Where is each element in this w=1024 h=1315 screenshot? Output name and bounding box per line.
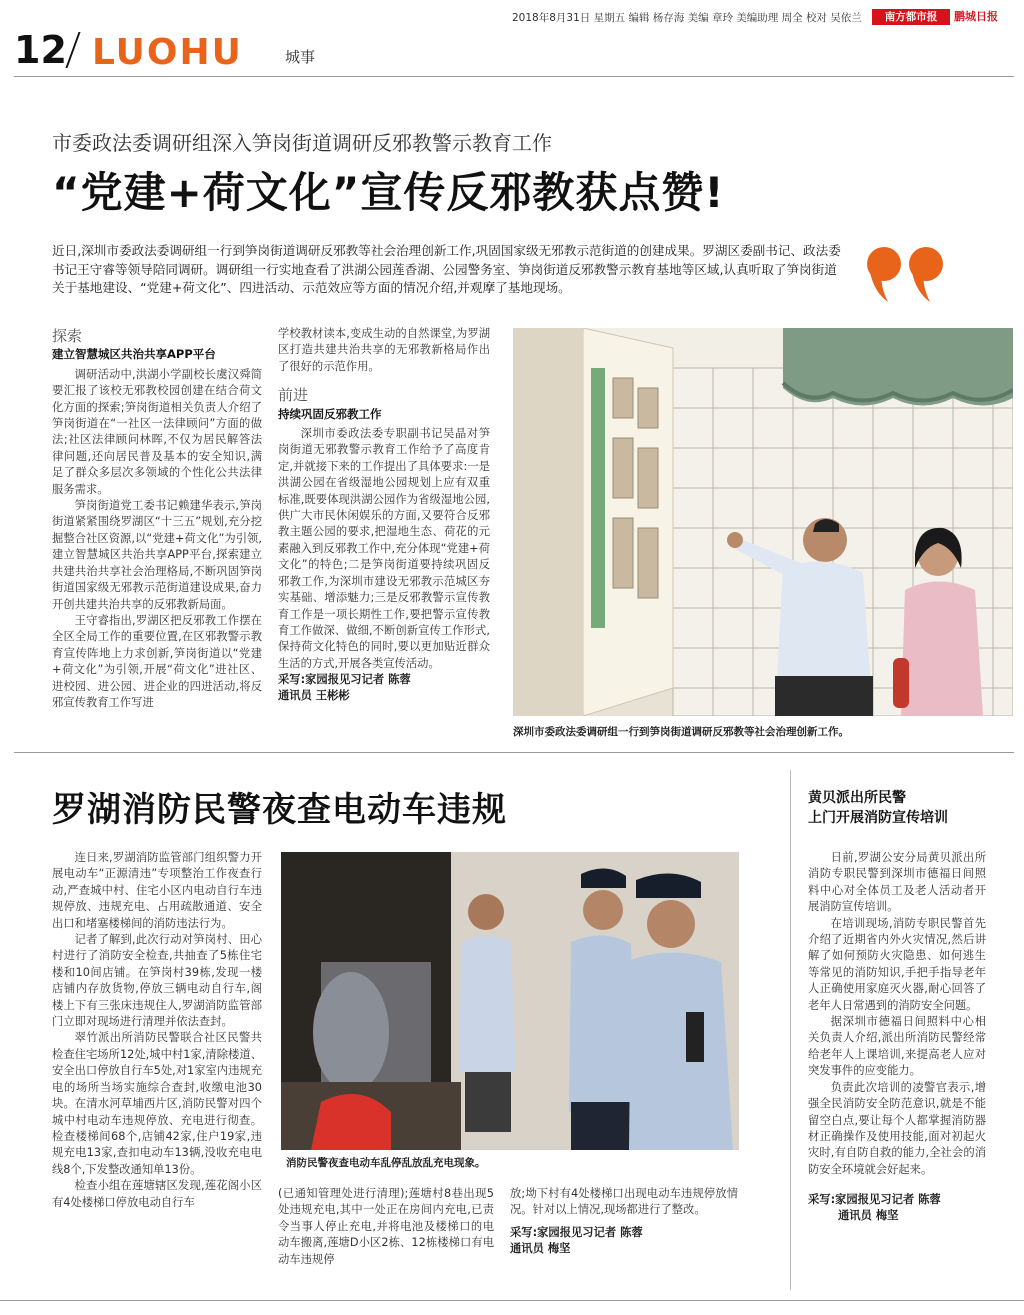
footer-rule bbox=[0, 1300, 1024, 1301]
article2-paragraph: 翠竹派出所消防民警联合社区民警共检查住宅场所12处,城中村1家,清除楼道、安全出口停放自行车5处,对1家室内违规充电的场所当场实施综合查封,收缴电池30块。在清水河草埔西片区,消防民警对四个城中村电动车违规停放、充电进行彻查。检查楼梯间68个,店铺42家,住户19家,违规充电13家,查扣电动车13辆,没收充电电线8个,下发整改通知单13份。 bbox=[52, 1031, 263, 1176]
article2-column-2 bbox=[278, 1186, 494, 1268]
article1-paragraph: 王守睿指出,罗湖区把反邪教工作摆在全区全局工作的重要位置,在区邪教警示教育宣传阵地上力求创新,笋岗街道以“党建+荷文化”为引领,开展“荷文化”进社区、进校园、进公园、进企业的四进活动,将反邪宣传教育工作写进 bbox=[52, 613, 262, 709]
quote-mark-icon bbox=[862, 244, 952, 304]
article3-paragraph: 在培训现场,消防专职民警首先介绍了近期省内外火灾情况,然后讲解了如何预防火灾隐患、如何逃生等常见的消防知识,手把手指导老年人正确使用家庭灭火器,耐心回答了老年人日常遇到的消防安全问题。 bbox=[808, 916, 986, 1012]
article2-paragraph: 放;坳下村有4处楼梯口出现电动车违规停放情况。针对以上情况,现场都进行了整改。 bbox=[510, 1187, 738, 1217]
article1-paragraph: 调研活动中,洪湖小学副校长虞汉舜简要汇报了该校无邪教校园创建在结合荷文化方面的探索;笋岗街道相关负责人介绍了笋岗街道在“一社区一法律顾问”方面的做法;社区法律顾问林晖,不仅为居民解答法律问题,还向居民普及基本的安全知识,满足了群众多层次多领域的个性化公共法律服务需求。 bbox=[52, 367, 262, 496]
section-title: LUOHU bbox=[92, 32, 243, 73]
page-slash-divider bbox=[65, 32, 80, 68]
article1-subhead-forward-sub: 持续巩固反邪教工作 bbox=[278, 406, 382, 421]
article3-byline-correspondent: 通讯员 梅坚 bbox=[838, 1209, 899, 1223]
article2-paragraph: 记者了解到,此次行动对笋岗村、田心村进行了消防安全检查,共抽查了5栋住宅楼和10间店铺。在笋岗村39栋,发现一楼店铺内存放货物,停放三辆电动自行车,阁楼上下有三张床违规住人,罗湖消防监管部门立即对现场进行清理并依法查封。 bbox=[52, 933, 262, 1029]
header-rule bbox=[14, 76, 1014, 77]
article1-lead: 近日,深圳市委政法委调研组一行到笋岗街道调研反邪教等社会治理创新工作,巩固国家级无邪教示范街道的创建成果。罗湖区委副书记、政法委书记王守睿等领导陪同调研。调研组一行实地查看了洪湖公园莲香湖、公园警务室、笋岗街道反邪教警示教育基地等区域,认真听取了笋岗街道关于基地建设、“党建+荷文化”、四进活动、示范效应等方面的情况介绍,并观摩了基地现场。 bbox=[52, 243, 841, 295]
article2-column-3 bbox=[510, 1186, 738, 1257]
article1-kicker: 市委政法委调研组深入笋岗街道调研反邪教警示教育工作 bbox=[52, 131, 552, 155]
article2-paragraph: 连日来,罗湖消防监管部门组织警力开展电动车“正源清违”专项整治工作夜查行动,严查城中村、住宅小区内电动自行车违规停放、违规充电、占用疏散通道、安全出口和堵塞楼梯间的消防违法行为。 bbox=[52, 851, 262, 930]
brand-logo-main: 南方都市报 bbox=[872, 9, 950, 25]
article2-photo bbox=[281, 852, 739, 1150]
article1-column-1 bbox=[52, 328, 262, 711]
article2-headline: 罗湖消防民警夜查电动车违规 bbox=[52, 790, 507, 830]
article1-subhead-explore-sub: 建立智慧城区共治共享APP平台 bbox=[52, 347, 216, 362]
article3-paragraph: 负责此次培训的凌警官表示,增强全民消防安全防范意识,就是不能留空白点,要让每个人都掌握消防器材正确操作及使用技能,面对初起火灾时,有自防自救的能力,全社会的消防安全环境就会好起来。 bbox=[808, 1080, 986, 1176]
article3-title-line2: 上门开展消防宣传培训 bbox=[808, 810, 948, 826]
article1-column-2 bbox=[278, 326, 490, 704]
article2-paragraph: (已通知管理处进行清理);莲塘村8巷出现5处违规充电,其中一处正在房间内充电,已责令当事人停止充电,并将电池及楼梯口的电动车搬离,莲塘D小区2栋、12栋楼梯口有电动车违规停 bbox=[278, 1187, 494, 1266]
article2-photo-caption: 消防民警夜查电动车乱停乱放乱充电现象。 bbox=[286, 1157, 486, 1169]
article2-byline-correspondent: 通讯员 梅坚 bbox=[510, 1241, 571, 1255]
article3-byline-reporter: 采写:家园报见习记者 陈蓉 bbox=[808, 1193, 941, 1207]
article1-headline: “党建+荷文化”宣传反邪教获点赞! bbox=[52, 168, 725, 217]
article2-column-1 bbox=[52, 850, 262, 1211]
article1-photo-caption: 深圳市委政法委调研组一行到笋岗街道调研反邪教等社会治理创新工作。 bbox=[513, 726, 849, 738]
sidebar-divider bbox=[790, 770, 791, 1290]
article1-subhead-forward: 前进 bbox=[278, 386, 309, 405]
article3-paragraph: 日前,罗湖公安分局黄贝派出所消防专职民警到深圳市德福日间照料中心对全体员工及老人活动者开展消防宣传培训。 bbox=[808, 851, 986, 914]
article2-byline-reporter: 采写:家园报见习记者 陈蓉 bbox=[510, 1225, 643, 1239]
article2-paragraph: 检查小组在莲塘辖区发现,莲花阁小区有4处楼梯口停放电动自行车 bbox=[52, 1179, 262, 1209]
article1-paragraph: 深圳市委政法委专职副书记吴晶对笋岗街道无邪教警示教育工作给予了高度肯定,并就接下来的工作提出了具体要求:一是洪湖公园在省级湿地公园规划上应有双重标准,既要体现洪湖公园作为省级湿地公园,供广大市民休闲娱乐的方面,又要符合反邪教主题公园的要求,把湿地生态、荷花的元素融入到反邪教工作中,充分体现“党建+荷文化”的特色;二是笋岗街道要持续巩固反邪教工作,为深圳市建设无邪教示范城区夯实基础、增添魅力;三是反邪教警示宣传教育工作是一项长期性工作,要把警示宣传教育工作做深、做细,不断创新宣传工作形式,保持荷文化特色的同时,要以更加贴近群众生活的方式,开展各类宣传活动。 bbox=[278, 427, 490, 670]
article1-byline-reporter: 采写:家园报见习记者 陈蓉 bbox=[278, 673, 411, 687]
article1-paragraph: 学校教材读本,变成生动的自然课堂,为罗湖区打造共建共治共享的无邪教新格局作出了很好的示范作用。 bbox=[278, 327, 490, 373]
article1-photo bbox=[513, 328, 1013, 716]
section-divider bbox=[14, 752, 1014, 753]
page-number: 12 bbox=[14, 28, 67, 72]
issue-meta: 2018年8月31日 星期五 编辑 杨存海 美编 章玲 美编助理 周全 校对 吴依兰 bbox=[512, 12, 862, 24]
section-subtitle: 城事 bbox=[285, 48, 316, 66]
article3-title-line1: 黄贝派出所民警 bbox=[808, 790, 906, 806]
brand-logo-sub: 鹏城日报 bbox=[954, 10, 998, 23]
newspaper-brand bbox=[872, 9, 1000, 25]
article1-byline-correspondent: 通讯员 王彬彬 bbox=[278, 689, 350, 703]
article3-paragraph: 据深圳市德福日间照料中心相关负责人介绍,派出所消防民警经常给老年人上课培训,来提高老人应对突发事件的应变能力。 bbox=[808, 1015, 986, 1078]
article1-paragraph: 笋岗街道党工委书记赖建华表示,笋岗街道紧紧围绕罗湖区“十三五”规划,充分挖掘整合社区资源,以“党建+荷文化”为引领,建立智慧城区共治共享APP平台,探索建立共建共治共享社会治理格局,不断巩固笋岗街道国家级无邪教示范街道建设成果,奋力开创共建共治共享的反邪教新局面。 bbox=[52, 499, 262, 611]
article1-subhead-explore: 探索 bbox=[52, 327, 83, 345]
article3-body bbox=[808, 850, 986, 1224]
